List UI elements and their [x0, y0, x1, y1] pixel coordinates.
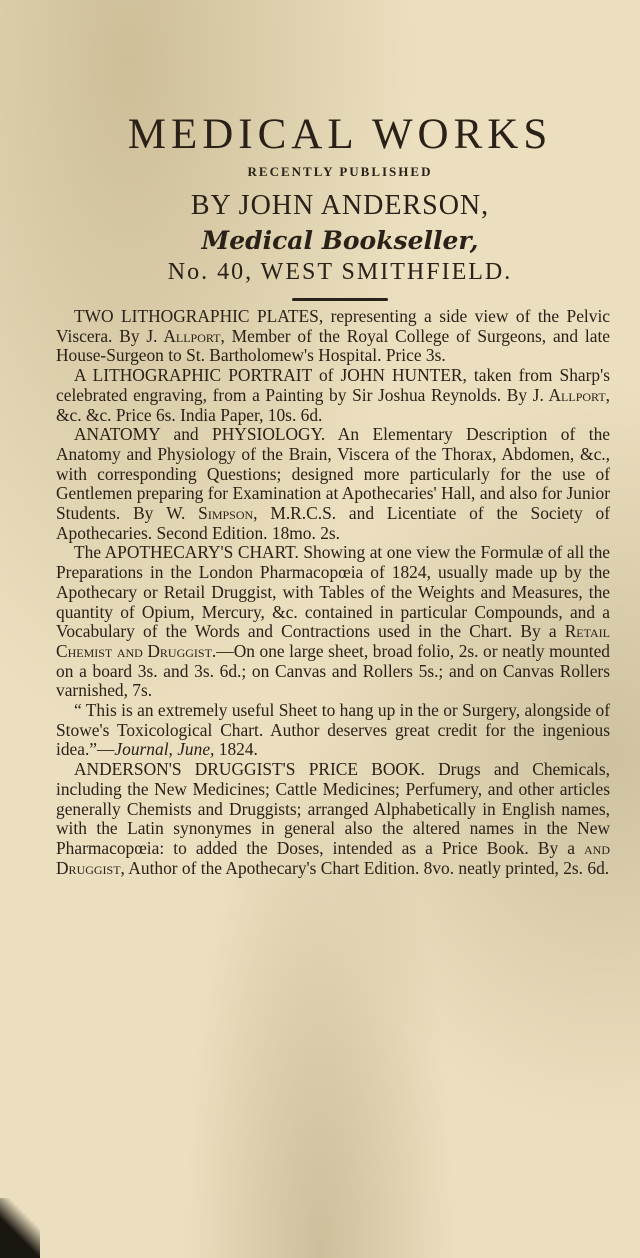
entry-source: Journal, June,	[114, 739, 215, 760]
entry-lead: ANATOMY and PHYSIOLOGY.	[74, 424, 326, 445]
entry-text: M.R.C.S. and Licentiate of the Society of Apothecaries. Second Edition. 18mo. 2s.	[56, 503, 610, 543]
entry-text: taken from Sharp's celebrated engraving, from a Painting by Sir Joshua Reynolds. By	[56, 365, 610, 405]
entry-text: An Elementary Description of the Anatomy and Physiology of the Brain, Viscera of the Thorax, Abdomen, &c., with corresponding Questions; designed more particularly for the use of Gentlemen preparing for Examination at Apothecaries' Hall, and also for Junior Students. By	[56, 424, 610, 524]
entry-author: W. Simpson,	[166, 503, 258, 524]
entry-author: J. Allport,	[146, 325, 225, 346]
entry-anatomy-physiology	[56, 425, 610, 543]
entry-author: Retail Chemist and Druggist.	[56, 621, 610, 661]
entry-author: J. Allport,	[532, 384, 610, 405]
entry-text: Drugs and Chemicals, including the New Medicines; Cattle Medicines; Perfumery, and other articles generally Chemists and Druggists; arranged Alphabetically in English names, with the Latin synonymes in general also the altered names in the New Pharmacopœia: to added the Doses, intended as a Price Book. By a	[56, 759, 610, 858]
masthead	[70, 112, 610, 301]
entry-lead: The APOTHECARY'S CHART.	[74, 542, 299, 563]
trade-line: Medical Bookseller,	[201, 226, 479, 255]
publisher-line: BY JOHN ANDERSON,	[190, 190, 490, 221]
entry-text: 1824.	[214, 739, 258, 760]
entry-author: and Druggist,	[56, 837, 610, 878]
entry-hunter-portrait	[56, 366, 610, 425]
entry-lithographic-plates	[56, 307, 610, 366]
entry-lead: A LITHOGRAPHIC PORTRAIT of JOHN HUNTER,	[74, 365, 467, 386]
entry-text: Showing at one view the Formulæ of all the Preparations in the London Pharmacopœia of 1824, usually made up by the Apothecary or Retail Druggist, with Tables of the Weights and Measures, the quantity of Opium, Mercury, &c. contained in particular Compounds, and a Vocabulary of the Words and Contractions used in the Chart. By a	[56, 542, 610, 642]
entry-list	[56, 307, 610, 878]
entry-lead: TWO LITHOGRAPHIC PLATES,	[74, 306, 324, 326]
page-title: MEDICAL WORKS	[127, 111, 553, 158]
entry-text: Member of the Royal College of Surgeons, and late House-Surgeon to St. Bartholomew's Hospital. Price 3s.	[56, 325, 610, 366]
entry-price-book	[56, 760, 610, 878]
entry-apothecary-chart	[56, 543, 610, 701]
entry-text: representing a side view of the Pelvic Viscera. By	[56, 306, 611, 346]
entry-text: &c. &c. Price 6s. India Paper, 10s. 6d.	[56, 404, 323, 425]
subtitle: RECENTLY PUBLISHED	[247, 164, 433, 179]
entry-text: “ This is an extremely useful Sheet to hang up in the or Surgery, alongside of Stowe's Toxicological Chart. Author deserves great credit for the ingenious idea.”—	[56, 700, 610, 760]
entry-text: Author of the Apothecary's Chart Edition. 8vo. neatly printed, 2s. 6d.	[124, 857, 610, 878]
page-edge-shadow	[0, 1198, 40, 1258]
address-line: No. 40, WEST SMITHFIELD.	[167, 259, 513, 285]
entry-lead: ANDERSON'S DRUGGIST'S PRICE BOOK.	[74, 759, 425, 780]
entry-review-quote	[56, 701, 610, 760]
entry-text: —On one large sheet, broad folio, 2s. or neatly mounted on a board 3s. and 3s. 6d.; on Canvas and Rollers 5s.; and on Canvas Rollers varnished, 7s.	[56, 640, 611, 701]
ornamental-rule	[292, 298, 388, 301]
